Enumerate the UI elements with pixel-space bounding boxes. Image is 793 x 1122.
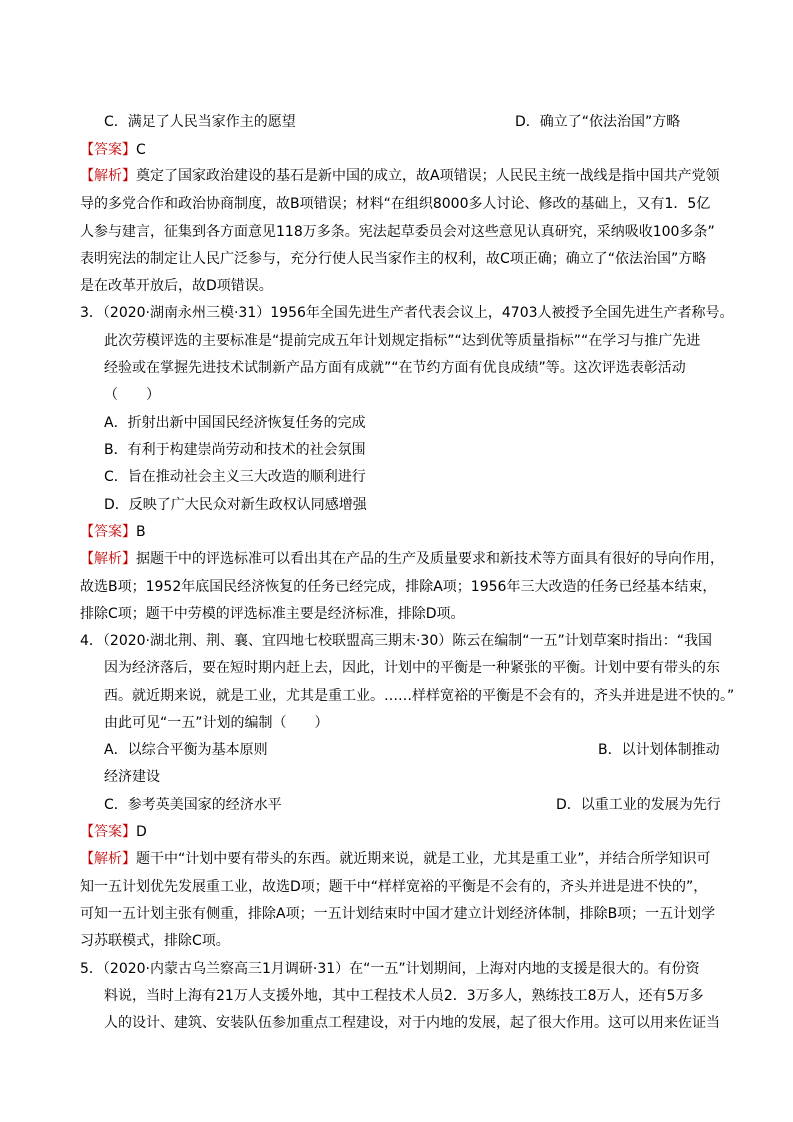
q4-analysis-line-1: 【解析】题干中“计划中要有带头的东西。就近期来说，就是工业，尤其是重工业”，并结合所学知识可 <box>80 851 711 867</box>
q5-stem-line-2: 料说，当时上海有21万人支援外地，其中工程技术人员2．3万多人，熟练技工8万人，还有5万多 <box>104 988 704 1004</box>
q4-stem-line-3: 西。就近期来说，就是工业，尤其是重工业。……样样宽裕的平衡是不会有的，齐头并进是进不快的。” <box>104 688 735 704</box>
q5-stem-line-1: 5．（2020·内蒙古乌兰察高三1月调研·31）在“一五”计划期间，上海对内地的支援是很大的。有份资 <box>80 961 700 977</box>
q4-option-c: C．参考英美国家的经济水平 <box>104 797 282 813</box>
q3-analysis-line-2: 故选B项；1952年底国民经济恢复的任务已经完成，排除A项；1956年三大改造的任务已经基本结束， <box>80 579 717 595</box>
q3-option-c: C．旨在推动社会主义三大改造的顺利进行 <box>104 469 366 485</box>
q4-analysis-line-4: 习苏联模式，排除C项。 <box>80 933 230 949</box>
q4-analysis-line-3: 可知一五计划主张有侧重，排除A项；一五计划结束时中国才建立计划经济体制，排除B项；一五计划学 <box>80 906 716 922</box>
q3-answer <box>80 522 146 542</box>
answer-value: C <box>136 142 146 158</box>
q4-option-b-continued: 经济建设 <box>104 769 160 785</box>
q3-analysis-line-3: 排除C项；题干中劳模的评选标准主要是经济标准，排除D项。 <box>80 606 465 622</box>
q4-option-b: B．以计划体制推动 <box>598 742 720 758</box>
q3-stem-line-1: 3．（2020·湖南永州三模·31）1956年全国先进生产者代表会议上，4703人被授予全国先进生产者称号。 <box>80 305 734 321</box>
q4-option-d: D．以重工业的发展为先行 <box>556 797 721 813</box>
q3-analysis-line-1: 【解析】据题干中的评选标准可以看出其在产品的生产及质量要求和新技术等方面具有很好的导向作用， <box>80 551 724 567</box>
analysis-tag: 【解析】 <box>80 551 136 567</box>
answer-value: B <box>136 524 146 540</box>
q4-stem-line-1: 4．（2020·湖北荆、荆、襄、宜四地七校联盟高三期末·30）陈云在编制“一五”计划草案时指出：“我国 <box>80 633 713 649</box>
q3-stem-line-2: 此次劳模评选的主要标准是“提前完成五年计划规定指标”“达到优等质量指标”“在学习与推广先进 <box>104 333 701 349</box>
q4-option-a: A．以综合平衡为基本原则 <box>104 742 268 758</box>
answer-value: D <box>136 824 147 840</box>
q2-option-d: D．确立了“依法治国”方略 <box>515 114 681 130</box>
q2-answer <box>80 140 146 160</box>
q2-analysis-line-5: 是在改革开放后，故D项错误。 <box>80 278 273 294</box>
analysis-tag: 【解析】 <box>80 851 136 867</box>
q4-answer <box>80 822 147 842</box>
q3-option-b: B．有利于构建崇尚劳动和技术的社会氛围 <box>104 442 366 458</box>
answer-tag: 【答案】 <box>80 142 136 158</box>
answer-tag: 【答案】 <box>80 824 136 840</box>
analysis-tag: 【解析】 <box>80 168 136 184</box>
q3-stem-line-3: 经验或在掌握先进技术试制新产品方面有成就”“在节约方面有优良成绩”等。这次评选表彰活动 <box>104 360 686 376</box>
q4-stem-line-2: 因为经济落后，要在短时期内赶上去，因此，计划中的平衡是一种紧张的平衡。计划中要有带头的东 <box>104 660 720 676</box>
q2-analysis-line-3: 人参与建言，征集到各方面意见118万多条。宪法起草委员会对这些意见认真研究，采纳吸收100多条” <box>80 224 715 240</box>
q3-option-d: D．反映了广大民众对新生政权认同感增强 <box>104 497 367 513</box>
q2-analysis-line-4: 表明宪法的制定让人民广泛参与，充分行使人民当家作主的权利，故C项正确；确立了“依法治国”方略 <box>80 251 707 267</box>
q2-option-c: C．满足了人民当家作主的愿望 <box>104 114 296 130</box>
q4-stem-line-4: 由此可见“一五”计划的编制（ ） <box>104 715 329 731</box>
q3-option-a: A．折射出新中国国民经济恢复任务的完成 <box>104 415 366 431</box>
answer-tag: 【答案】 <box>80 524 136 540</box>
q4-analysis-line-2: 知一五计划优先发展重工业，故选D项；题干中“样样宽裕的平衡是不会有的，齐头并进是进不快的”， <box>80 879 708 895</box>
q2-analysis-line-2: 导的多党合作和政治协商制度，故B项错误；材料“在组织8000多人讨论、修改的基础上，又有1．5亿 <box>80 196 711 212</box>
q3-stem-line-4: （ ） <box>104 387 160 403</box>
q5-stem-line-3: 人的设计、建筑、安装队伍参加重点工程建设，对于内地的发展，起了很大作用。这可以用来佐证当 <box>104 1015 720 1031</box>
q2-analysis-line-1: 【解析】奠定了国家政治建设的基石是新中国的成立，故A项错误；人民民主统一战线是指中国共产党领 <box>80 168 720 184</box>
